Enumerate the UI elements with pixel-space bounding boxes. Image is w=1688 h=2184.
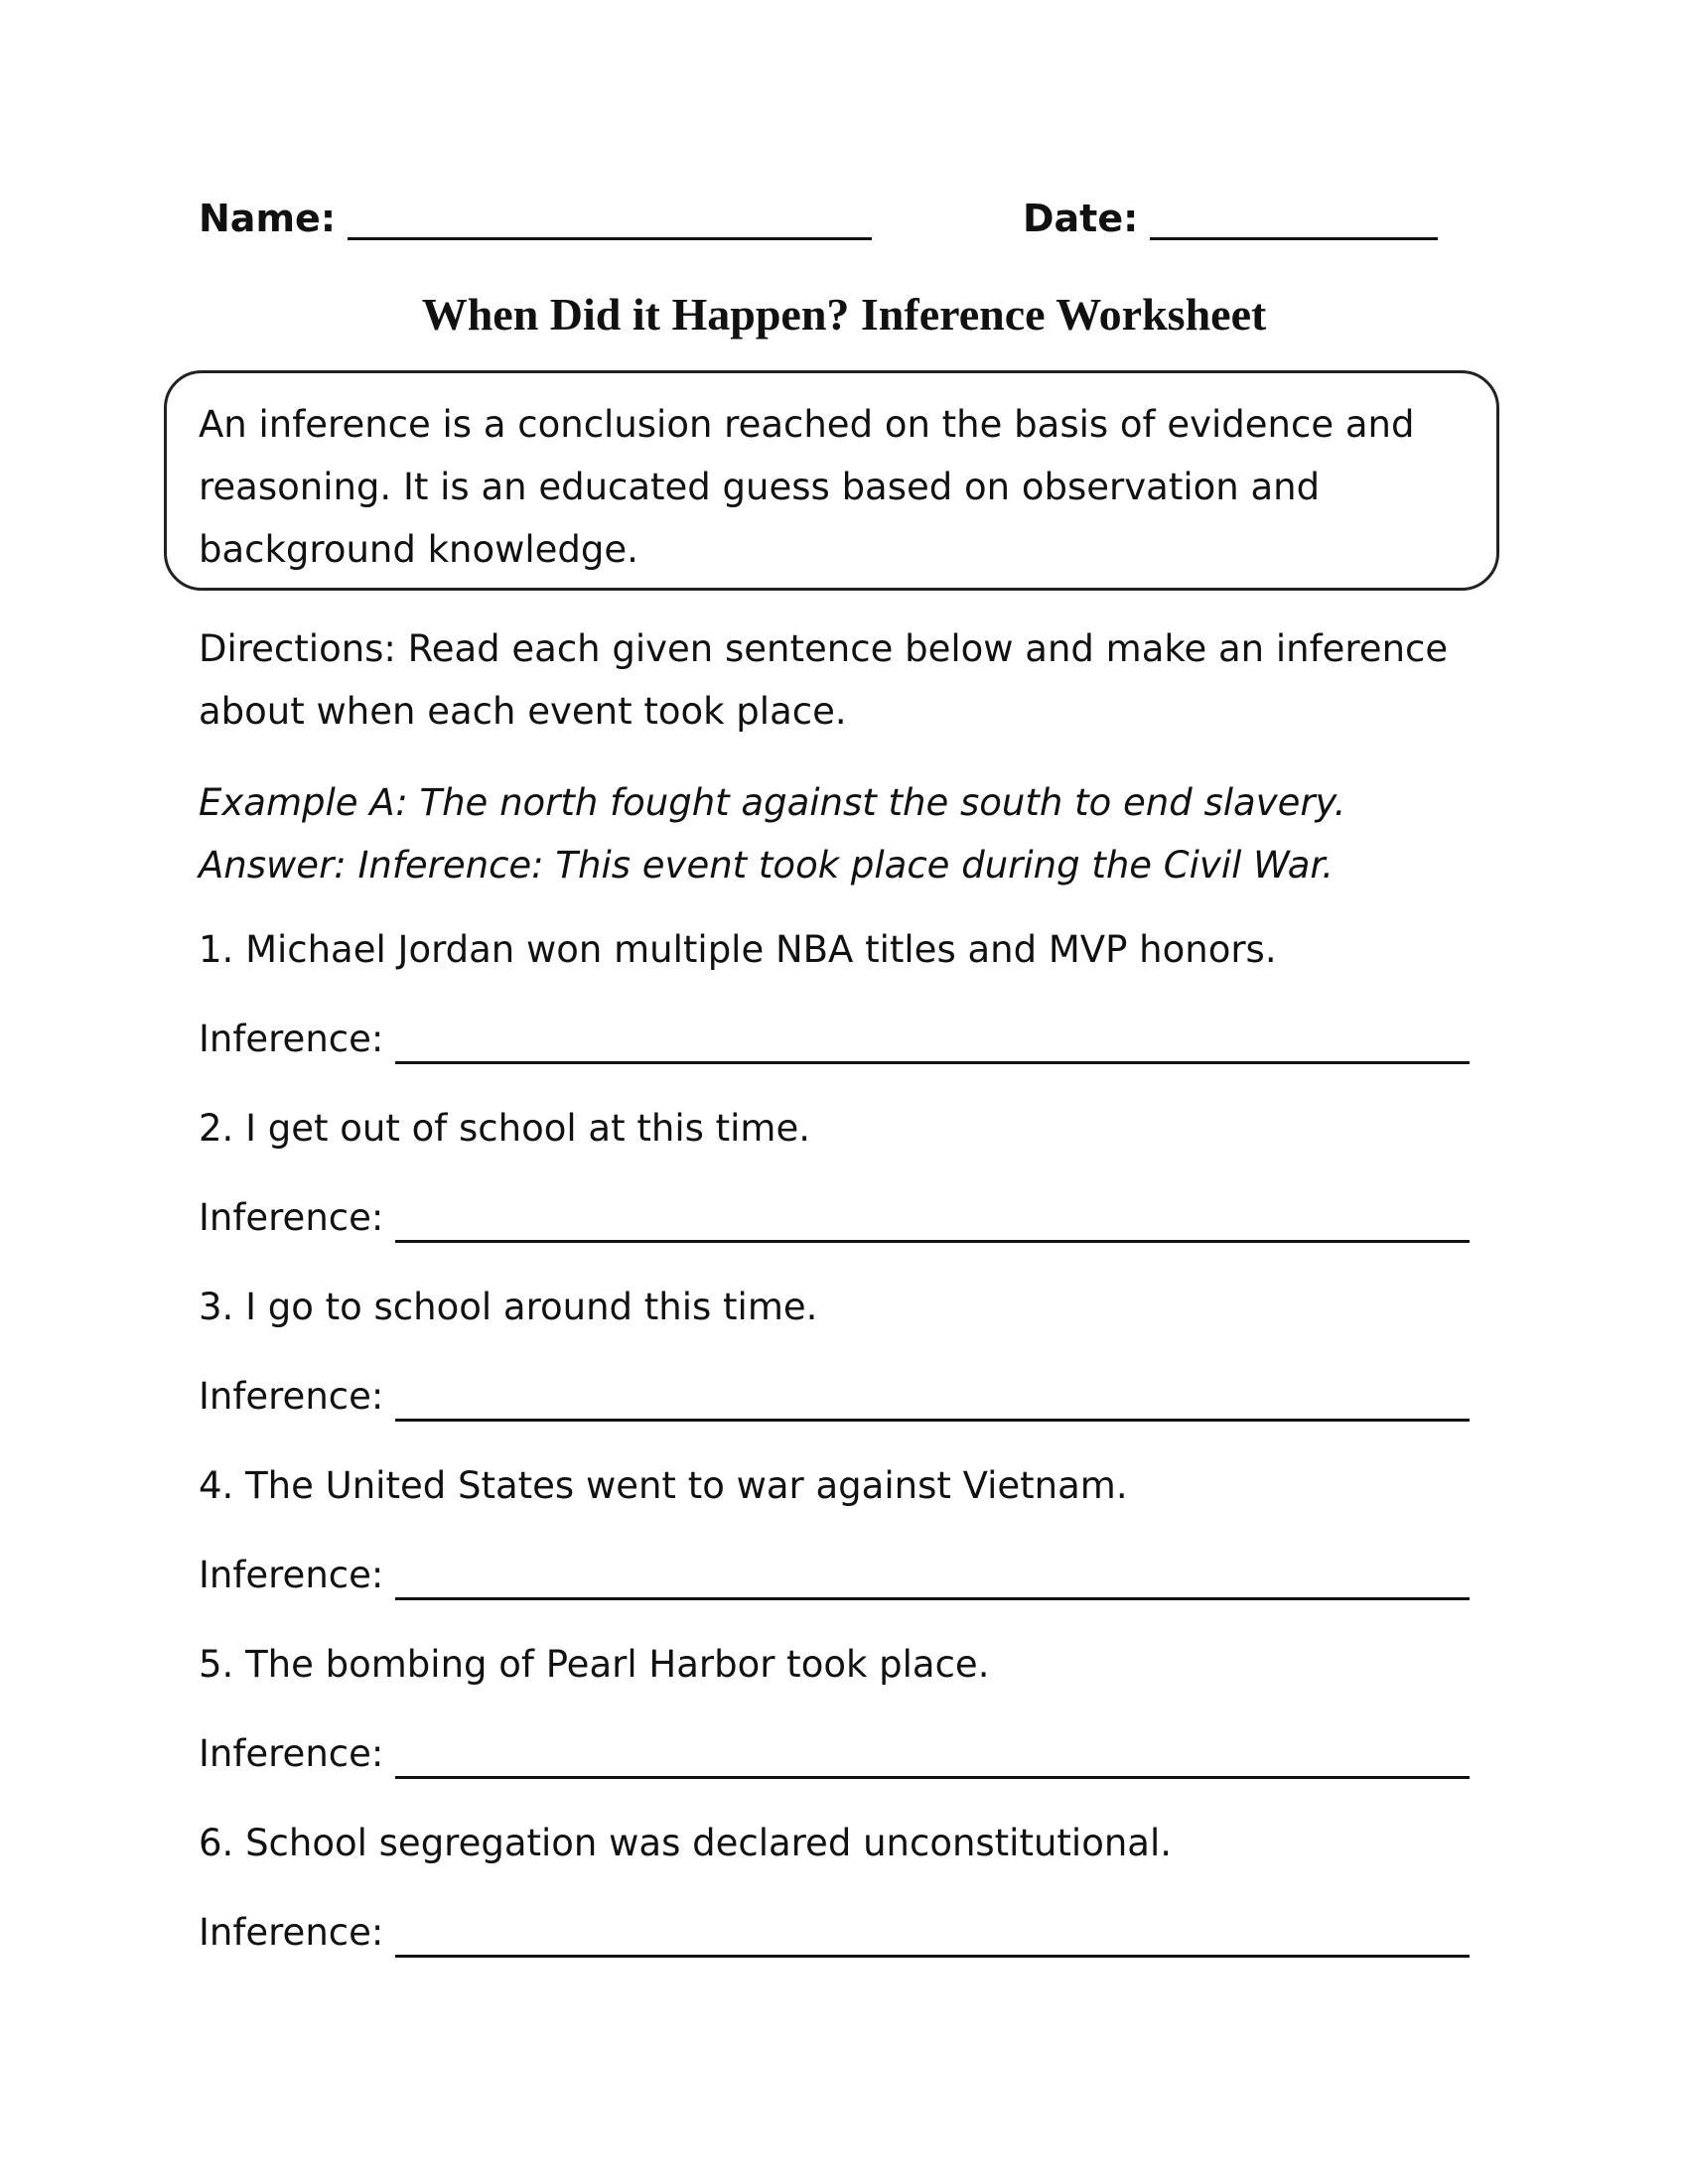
definition-text: An inference is a conclusion reached on the basis of evidence and reasoning. It is an educated guess based on observation and background knowledge. [199,403,1415,571]
question-4: 4. The United States went to war against Vietnam. [199,1464,1128,1507]
directions-text: Directions: Read each given sentence below and make an inference about when each event took place. [199,627,1449,733]
example-block [199,771,1489,896]
inference-label: Inference: [199,1375,384,1418]
answer-line-2[interactable] [395,1202,1470,1243]
inference-label: Inference: [199,1554,384,1596]
definition-box [164,370,1499,591]
answer-row-2 [199,1193,1470,1243]
answer-line-1[interactable] [395,1024,1470,1064]
answer-line-6[interactable] [395,1917,1470,1958]
name-label: Name: [199,197,337,240]
question-1: 1. Michael Jordan won multiple NBA titles and MVP honors. [199,928,1277,971]
question-6: 6. School segregation was declared unconstitutional. [199,1822,1173,1864]
answer-line-3[interactable] [395,1381,1470,1422]
example-question: Example A: The north fought against the south to end slavery. [199,781,1346,824]
answer-row-1 [199,1015,1470,1064]
question-2: 2. I get out of school at this time. [199,1107,810,1150]
inference-label: Inference: [199,1196,384,1239]
header-row [199,197,1430,256]
inference-label: Inference: [199,1732,384,1775]
example-answer: Answer: Inference: This event took place during the Civil War. [199,844,1334,887]
answer-line-4[interactable] [395,1560,1470,1600]
inference-label: Inference: [199,1018,384,1060]
answer-row-4 [199,1551,1470,1600]
name-field [199,197,872,240]
question-5: 5. The bombing of Pearl Harbor took place. [199,1643,990,1686]
question-3: 3. I go to school around this time. [199,1286,818,1328]
date-label: Date: [1023,197,1139,240]
name-input-line[interactable] [348,198,872,240]
answer-row-3 [199,1372,1470,1422]
answer-row-5 [199,1729,1470,1779]
date-field [1023,197,1438,240]
page-title: When Did it Happen? Inference Worksheet [421,289,1267,340]
answer-row-6 [199,1908,1470,1958]
answer-line-5[interactable] [395,1738,1470,1779]
inference-label: Inference: [199,1911,384,1954]
date-input-line[interactable] [1150,198,1438,240]
